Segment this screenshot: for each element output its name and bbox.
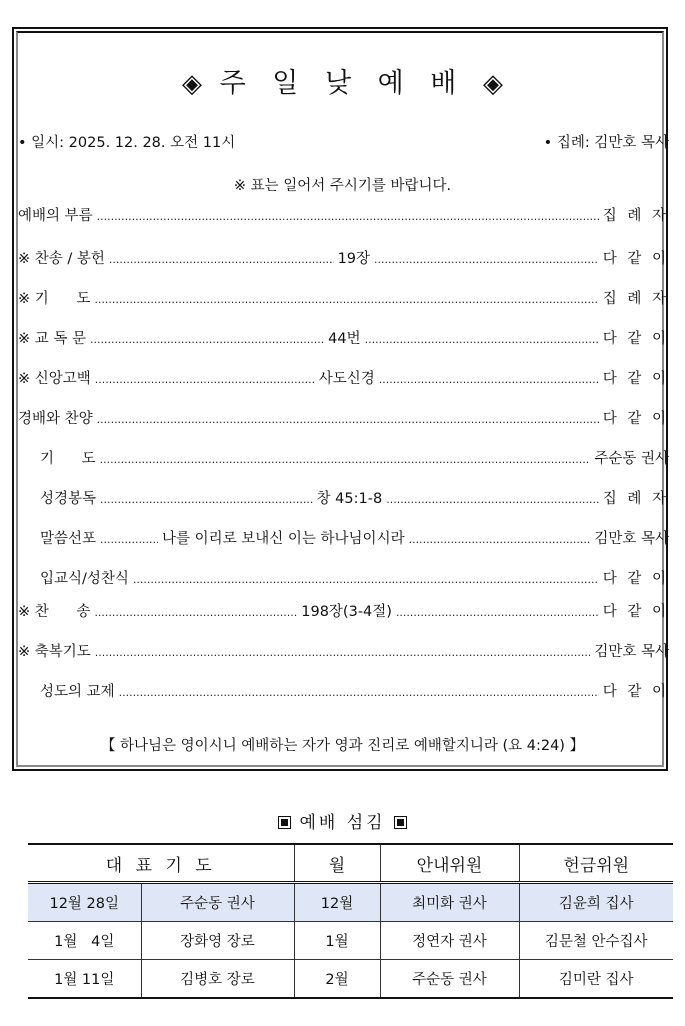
header-month: 월 — [294, 844, 380, 883]
order-item — [40, 486, 669, 508]
order-item — [18, 326, 669, 348]
order-item-leader: 다 같 이 — [602, 411, 669, 427]
order-item-detail: 198장(3-4절) — [301, 604, 392, 620]
header-usher: 안내위원 — [380, 844, 519, 883]
cell-date: 1월 4일 — [54, 934, 115, 950]
service-duty-table — [28, 843, 673, 999]
header-offering: 헌금위원 — [519, 844, 673, 883]
cell-usher: 정연자 권사 — [380, 922, 519, 960]
order-item — [40, 679, 669, 701]
cell-month: 12월 — [294, 883, 380, 922]
order-item-leader: 다 같 이 — [602, 571, 669, 587]
table-header-row — [28, 844, 673, 883]
service-datetime: • 일시: 2025. 12. 28. 오전 11시 — [18, 135, 236, 151]
leader-dots — [379, 372, 599, 388]
order-item-label: 기 도 — [40, 451, 96, 467]
square-bullet-icon — [278, 816, 291, 829]
cell-offering: 김윤희 집사 — [519, 883, 673, 922]
cell-prayer: 김병호 장로 — [141, 960, 294, 999]
order-item-detail: 44번 — [328, 331, 361, 347]
leader-dots — [100, 452, 591, 468]
order-item-leader: 김만호 목사 — [594, 644, 669, 660]
cell-prayer: 주순동 권사 — [141, 883, 294, 922]
order-item-label: ※ 찬송 / 봉헌 — [18, 251, 105, 267]
diamond-icon: ◈ — [482, 69, 503, 99]
table-row — [28, 883, 673, 922]
leader-dots — [365, 332, 599, 348]
order-item-leader: 집 례 자 — [602, 291, 669, 307]
cell-date: 1월 11일 — [54, 972, 115, 988]
order-item-detail: 19장 — [337, 251, 371, 267]
order-item-label: 성경봉독 — [40, 491, 97, 507]
leader-dots — [119, 685, 599, 701]
cell-usher: 최미화 권사 — [380, 883, 519, 922]
leader-dots — [97, 209, 599, 225]
order-item-label: ※ 축복기도 — [18, 644, 91, 660]
leader-dots — [109, 252, 334, 268]
square-bullet-icon — [394, 816, 407, 829]
order-item-label: ※ 신앙고백 — [18, 371, 91, 387]
cell-offering: 김문철 안수집사 — [519, 922, 673, 960]
scripture-verse: 【 하나님은 영이시니 예배하는 자가 영과 진리로 예배할지니라 (요 4:24) 】 — [100, 738, 585, 754]
order-item-label: ※ 교 독 문 — [18, 331, 86, 347]
standing-notice: ※ 표는 일어서 주시기를 바랍니다. — [233, 178, 452, 194]
sermon-title: 나를 이리로 보내신 이는 하나님이시라 — [162, 531, 405, 547]
leader-dots — [95, 372, 315, 388]
order-item — [40, 446, 669, 468]
leader-dots — [409, 532, 591, 548]
order-item-leader: 다 같 이 — [602, 604, 669, 620]
order-item — [40, 526, 669, 548]
cell-offering: 김미란 집사 — [519, 960, 673, 999]
leader-dots — [97, 412, 599, 428]
leader-dots — [386, 492, 599, 508]
order-item-label: 입교식/성찬식 — [40, 571, 129, 587]
order-item — [18, 599, 669, 621]
order-item-detail: 사도신경 — [318, 371, 375, 387]
service-meta — [18, 131, 669, 152]
service-officiant: • 집례: 김만호 목사 — [543, 135, 669, 151]
cell-usher: 주순동 권사 — [380, 960, 519, 999]
leader-dots — [100, 532, 158, 548]
page-title — [0, 61, 685, 100]
cell-month: 2월 — [294, 960, 380, 999]
header-representative-prayer: 대 표 기 도 — [28, 844, 294, 883]
order-item-label: 말씀선포 — [40, 531, 97, 547]
order-item-leader: 주순동 권사 — [594, 451, 669, 467]
leader-dots — [133, 572, 599, 588]
title-text: 주 일 낮 예 배 — [219, 68, 466, 99]
order-item — [40, 566, 669, 588]
order-item-leader: 다 같 이 — [602, 251, 669, 267]
order-item — [18, 203, 669, 225]
order-item-label: ※ 기 도 — [18, 291, 91, 307]
cell-date: 12월 28일 — [28, 883, 141, 922]
order-item — [18, 639, 669, 661]
leader-dots — [94, 605, 297, 621]
order-item-detail: 창 45:1-8 — [316, 491, 383, 507]
order-item — [18, 286, 669, 308]
order-item-leader: 다 같 이 — [602, 331, 669, 347]
section-title-text: 예배 섬김 — [299, 813, 386, 833]
leader-dots — [95, 645, 591, 661]
leader-dots — [374, 252, 599, 268]
leader-dots — [90, 332, 324, 348]
table-row — [28, 922, 673, 960]
table-row — [28, 960, 673, 999]
order-item-label: 성도의 교제 — [40, 684, 115, 700]
order-item — [18, 406, 669, 428]
leader-dots — [396, 605, 599, 621]
order-item-label: 예배의 부름 — [18, 208, 93, 224]
order-item-label: 경배와 찬양 — [18, 411, 93, 427]
order-item-leader: 집 례 자 — [602, 208, 669, 224]
diamond-icon: ◈ — [182, 69, 203, 99]
leader-dots — [94, 292, 598, 308]
leader-dots — [100, 492, 313, 508]
order-item — [18, 366, 669, 388]
cell-prayer: 장화영 장로 — [141, 922, 294, 960]
order-item-label: ※ 찬 송 — [18, 604, 91, 620]
order-item-leader: 김만호 목사 — [594, 531, 669, 547]
order-item — [18, 246, 669, 268]
cell-month: 1월 — [294, 922, 380, 960]
order-item-leader: 집 례 자 — [602, 491, 669, 507]
order-item-leader: 다 같 이 — [602, 371, 669, 387]
section-title — [0, 808, 685, 833]
order-item-leader: 다 같 이 — [602, 684, 669, 700]
